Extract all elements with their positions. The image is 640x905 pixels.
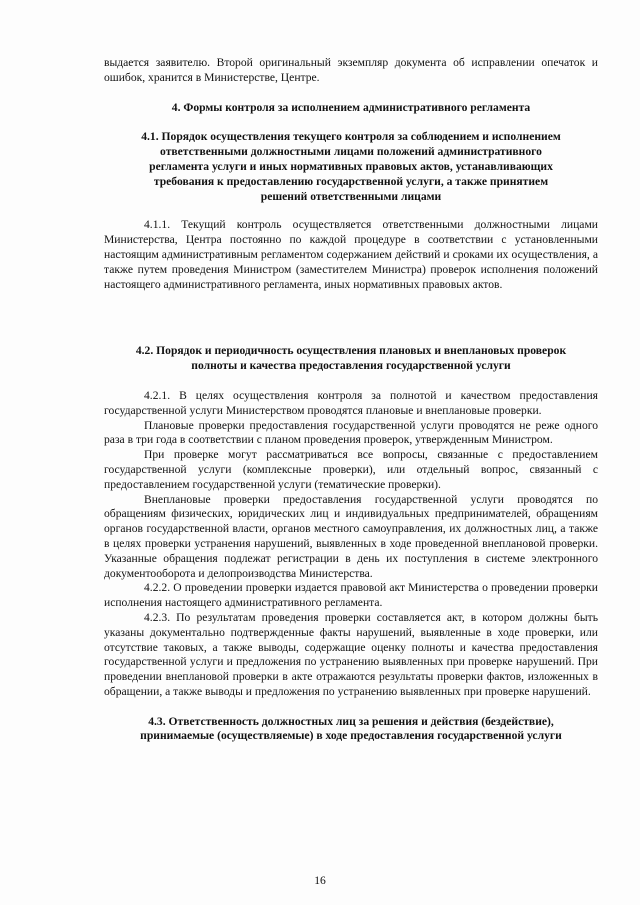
section-4-title: 4. Формы контроля за исполнением административного регламента (171, 100, 531, 114)
paragraph-4-2-3: 4.2.3. По результатам проведения проверки составляется акт, в котором должны быть указаны документально подтвержденные факты нарушений, выявленные в ходе проверки, или отсутствие таковых, а также выводы, содержащие оценку полноты и качества предоставления государственной услуги и предложения по устранению выявленных при проверке нарушений. При проведении внеплановой проверки в акте отражаются результаты проверки фактов, изложенных в обращении, а также выводы и предложения по устранению выявленных при проверке нарушений. (104, 610, 598, 698)
page-content (104, 56, 598, 744)
paragraph-check-scope: При проверке могут рассматриваться все вопросы, связанные с предоставлением государственной услуги (комплексные проверки), или отдельный вопрос, связанный с предоставлением государственной услуги (тематические проверки). (104, 448, 598, 491)
section-4-3-title: 4.3. Ответственность должностных лиц за решения и действия (бездействие), принимаемые (осуществляемые) в ходе предоставления государственной услуги (140, 714, 562, 743)
paragraph-4-2-2: 4.2.2. О проведении проверки издается правовой акт Министерства о проведении проверки исполнения настоящего административного регламента. (104, 581, 598, 610)
paragraph-4-1-1: 4.1.1. Текущий контроль осуществляется ответственными должностными лицами Министерства, Центра постоянно по каждой процедуре в соответствии с установленными настоящим административным регламентом содержанием действий и сроками их осуществления, а также путем проведения Министром (заместителем Министра) проверок исполнения положений настоящего административного регламента, иных нормативных правовых актов. (104, 218, 598, 291)
section-4-2-title: 4.2. Порядок и периодичность осуществления плановых и внеплановых проверок полноты и качества предоставления государственной услуги (135, 344, 567, 373)
paragraph-unplanned-checks: Внеплановые проверки предоставления государственной услуги проводятся по обращениям физических, юридических лиц и индивидуальных предпринимателей, обращениям органов государственной власти, органов местного самоуправления, их должностных лиц, а также в целях проверки устранения нарушений, выявленных в ходе проведенной внеплановой проверки. Указанные обращения подлежат регистрации в день их поступления в системе электронного документооборота и делопроизводства Министерства. (104, 492, 598, 580)
paragraph-planned-checks: Плановые проверки предоставления государственной услуги проводятся не реже одного раза в три года в соответствии с планом проведения проверок, утвержденным Министром. (104, 418, 598, 447)
paragraph-4-2-1: 4.2.1. В целях осуществления контроля за полнотой и качеством предоставления государственной услуги Министерством проводятся плановые и внеплановые проверки. (104, 388, 598, 417)
section-4-1-title: 4.1. Порядок осуществления текущего контроля за соблюдением и исполнением ответственными должностными лицами положений административного регламента услуги и иных нормативных правовых актов, устанавливающих требования к предоставлению государственной услуги, а также принятием решений ответственными лицами (141, 130, 561, 203)
intro-paragraph: выдается заявителю. Второй оригинальный экземпляр документа об исправлении опечаток и ошибок, хранится в Министерстве, Центре. (104, 56, 598, 84)
page-number: 16 (314, 874, 326, 887)
